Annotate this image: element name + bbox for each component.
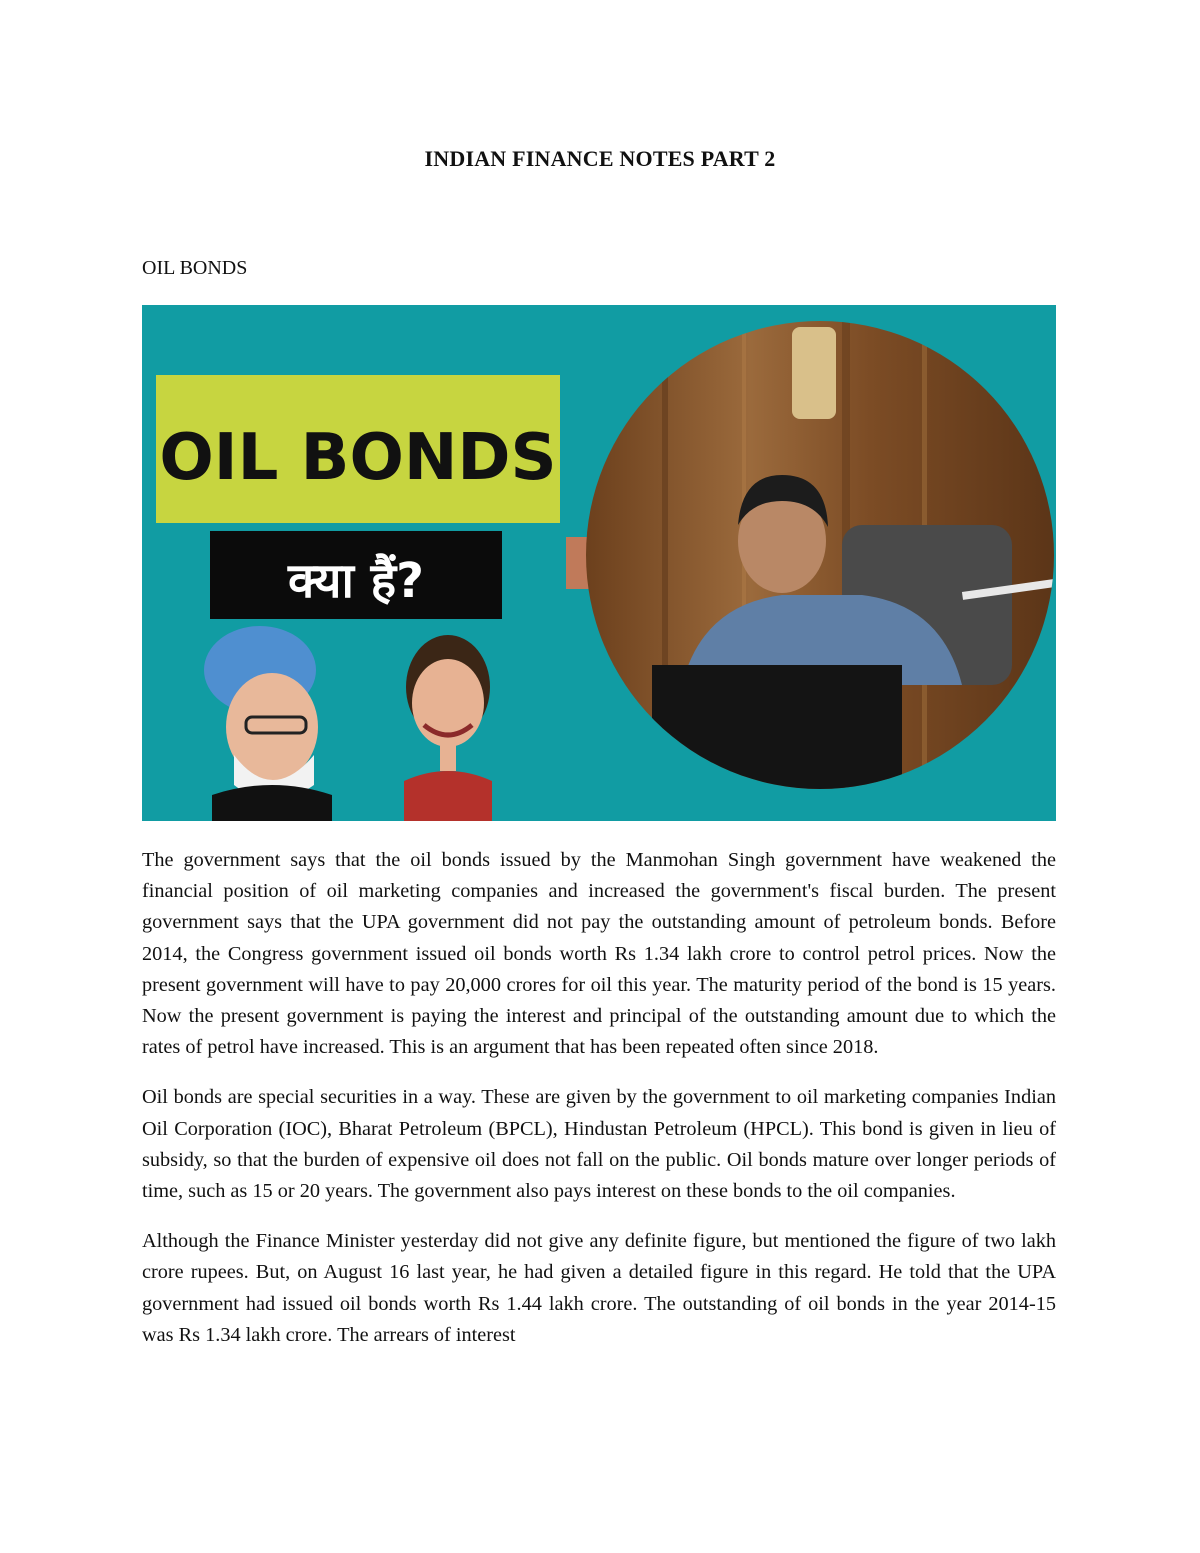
paragraph-2: Oil bonds are special securities in a way. These are given by the government to oil marketing companies Indian Oil Corporation (IOC), Bharat Petroleum (BPCL), Hindustan Petroleum (HPCL). This bond is given in lieu of subsidy, so that the burden of expensive oil does not fall on the public. Oil bonds mature over longer periods of time, such as 15 or 20 years. The government also pays interest on these bonds to the oil companies.: [142, 1086, 1056, 1203]
paragraph-3: Although the Finance Minister yesterday did not give any definite figure, but mentioned the figure of two lakh crore rupees. But, on August 16 last year, he had given a detailed figure in this regard. He told that the UPA government had issued oil bonds worth Rs 1.44 lakh crore. The outstanding of oil bonds in the year 2014-15 was Rs 1.34 lakh crore. The arrears of interest: [142, 1230, 1056, 1346]
banner-title-text: OIL BONDS: [159, 421, 557, 495]
banner-subtitle-text: क्या हैं?: [288, 553, 424, 609]
emblem-icon: [792, 327, 836, 419]
body-text: [142, 845, 1056, 1370]
section-heading: OIL BONDS: [142, 257, 248, 279]
page-title: INDIAN FINANCE NOTES PART 2: [424, 146, 776, 171]
oil-bonds-thumbnail-image: [142, 305, 1056, 821]
paragraph-1: The government says that the oil bonds issued by the Manmohan Singh government have weakened the financial position of oil marketing companies and increased the government's fiscal burden. The present government says that the UPA government did not pay the outstanding amount of petroleum bonds. Before 2014, the Congress government issued oil bonds worth Rs 1.34 lakh crore to control petrol prices. Now the present government will have to pay 20,000 crores for oil this year. The maturity period of the bond is 15 years. Now the present government is paying the interest and principal of the outstanding amount due to which the rates of petrol have increased. This is an argument that has been repeated often since 2018.: [142, 849, 1056, 1059]
